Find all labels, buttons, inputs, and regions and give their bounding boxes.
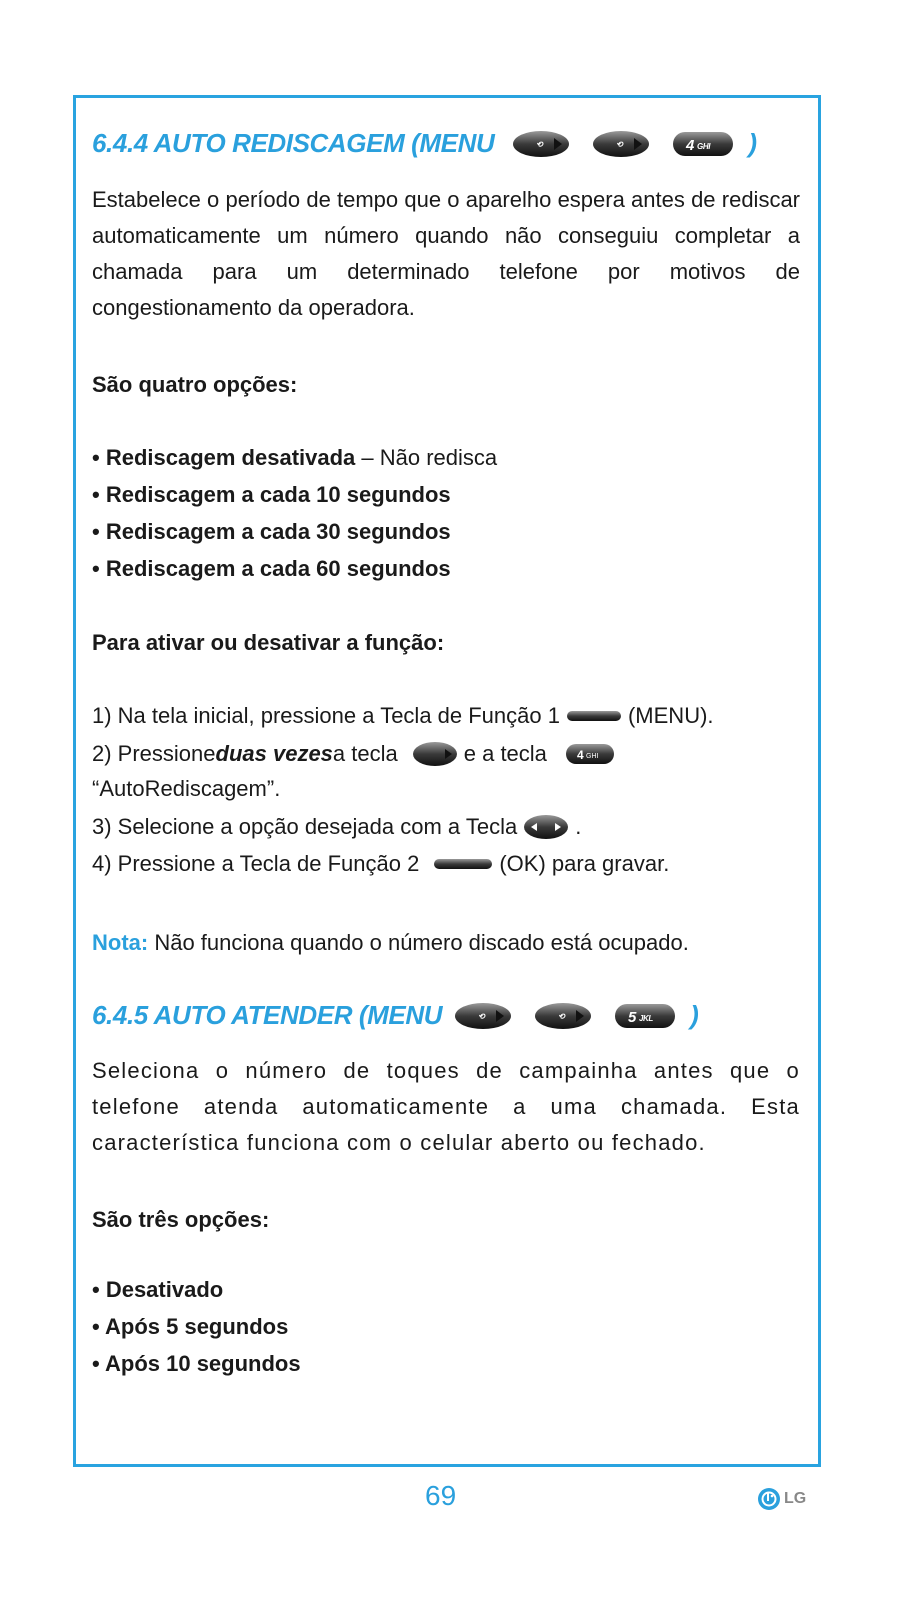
note: Nota: Não funciona quando o número discado está ocupado. <box>92 930 689 955</box>
svg-text:⟲: ⟲ <box>536 139 543 149</box>
soft-key-2-icon <box>433 856 493 872</box>
nav-key-icon <box>412 740 458 768</box>
options-heading: São quatro opções: <box>92 372 298 397</box>
step-1: 1) Na tela inicial, pressione a Tecla de Função 1 (MENU). <box>92 703 714 728</box>
lg-logo: LG <box>757 1487 806 1511</box>
page-number: 69 <box>425 1480 457 1511</box>
list-item: • Rediscagem a cada 10 segundos <box>92 482 451 507</box>
list-item: • Rediscagem desativada – Não redisca <box>92 445 498 470</box>
nav-key-icon <box>512 129 570 159</box>
step-2: 2) Pressione duas vezes a tecla e a tecla 4 GHI <box>92 740 621 768</box>
options-heading: São três opções: <box>92 1207 270 1232</box>
lg-face-icon <box>757 1487 781 1511</box>
svg-text:⟲: ⟲ <box>478 1011 485 1021</box>
svg-text:4: 4 <box>576 748 584 762</box>
list-item: • Após 10 segundos <box>92 1351 301 1376</box>
list-item: • Rediscagem a cada 30 segundos <box>92 519 451 544</box>
svg-text:JKL: JKL <box>639 1013 654 1023</box>
section-title-auto-atender: 6.4.5 AUTO ATENDER (MENU ⟲ ⟲ 5 JKL ) <box>92 1000 699 1030</box>
list-item: • Desativado <box>92 1277 224 1302</box>
svg-text:⟲: ⟲ <box>558 1011 565 1021</box>
section-title-auto-rediscagem: 6.4.4 AUTO REDISCAGEM (MENU ⟲ ⟲ 4 GHI ) <box>92 128 757 158</box>
section2-description: Seleciona o número de toques de campainha antes que o telefone atenda automaticamente a uma chamada. Esta característica funciona com o celular aberto ou fechado. <box>92 1058 800 1155</box>
key-4ghi-icon <box>672 131 734 157</box>
step-4: 4) Pressione a Tecla de Função 2 (OK) para gravar. <box>92 851 670 876</box>
navigation-key-icon <box>523 813 569 841</box>
list-item: • Rediscagem a cada 60 segundos <box>92 556 451 581</box>
soft-key-1-icon <box>566 708 622 724</box>
nav-key-icon <box>534 1001 592 1031</box>
nav-key-icon <box>454 1001 512 1031</box>
step-2-continued: “AutoRediscagem”. <box>92 776 281 801</box>
svg-text:⟲: ⟲ <box>616 139 623 149</box>
svg-text:4: 4 <box>686 136 695 154</box>
key-5jkl-icon <box>614 1003 676 1029</box>
key-4ghi-icon <box>565 743 615 765</box>
step-3: 3) Selecione a opção desejada com a Tecla . <box>92 814 582 839</box>
svg-text:GHI: GHI <box>697 141 711 151</box>
list-item: • Após 5 segundos <box>92 1314 289 1339</box>
section1-description: Estabelece o período de tempo que o aparelho espera antes de rediscar automaticamente um número quando não conseguiu completar a chamada para um determinado telefone por motivos de congestionamento da operadora. <box>92 187 800 320</box>
svg-text:5: 5 <box>628 1008 637 1026</box>
nav-key-icon <box>592 129 650 159</box>
svg-text:GHI: GHI <box>585 753 599 760</box>
activate-heading: Para ativar ou desativar a função: <box>92 630 445 655</box>
